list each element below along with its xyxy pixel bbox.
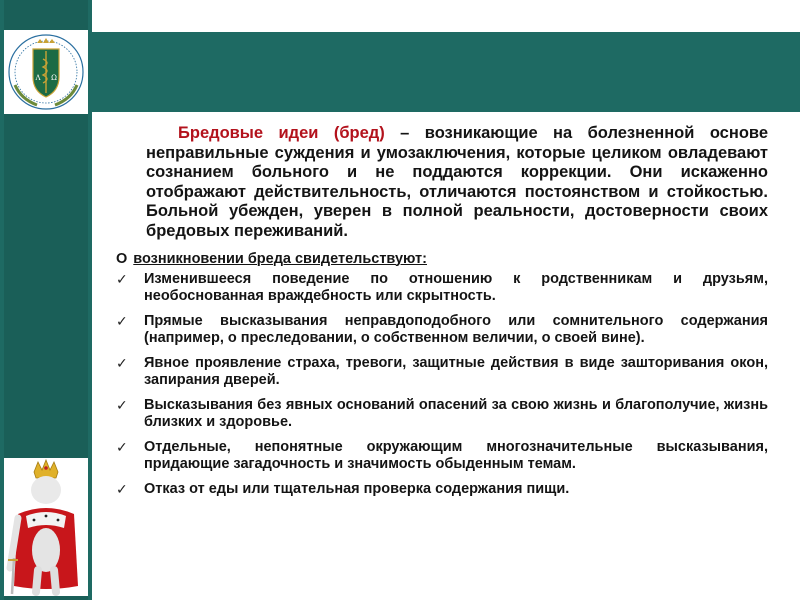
crowned-figure-icon [4, 458, 88, 596]
signs-list [114, 271, 768, 498]
checkmark-icon: ✓ [116, 355, 128, 371]
logo-letter-lambda: Λ [35, 74, 41, 82]
list-item-text: Отдельные, непонятные окружающим многозначительные высказывания, придающие загадочность и значимость обыденным темам. [144, 439, 768, 472]
definition-paragraph [146, 124, 768, 241]
definition-text: – возникающие на болезненной основе неправильные суждения и умозаключения, которые целиком овладевают сознанием больного и не поддаются коррекции. Они искаженно отображают действительность, отличаются постоянством и стойкостью. Больной убежден, уверен в полной реальности, достоверности своих бредовых переживаний. [146, 124, 769, 240]
top-white-gap [92, 0, 800, 32]
university-logo [4, 30, 88, 114]
heading-text: возникновении бреда свидетельствуют: [133, 251, 427, 267]
list-item-text: Явное проявление страха, тревоги, защитные действия в виде зашторивания окон, запирания дверей. [144, 355, 768, 388]
list-item [114, 271, 768, 305]
list-item [114, 481, 768, 498]
list-item-text: Высказывания без явных оснований опасений за свою жизнь и благополучие, жизнь близких и здоровье. [144, 397, 768, 430]
list-item [114, 397, 768, 431]
checkmark-icon: ✓ [116, 397, 128, 413]
list-item [114, 355, 768, 389]
list-item-text: Изменившееся поведение по отношению к родственникам и друзьям, необоснованная враждебность или скрытность. [144, 271, 768, 304]
slide-content [114, 124, 768, 506]
heading-prefix: О [116, 251, 128, 267]
list-item-text: Отказ от еды или тщательная проверка содержания пищи. [144, 481, 570, 497]
king-figure-illustration [4, 458, 88, 596]
list-item [114, 439, 768, 473]
emblem-icon [7, 33, 85, 111]
checkmark-icon: ✓ [116, 439, 128, 455]
section-heading [116, 251, 768, 267]
checkmark-icon: ✓ [116, 481, 128, 497]
title-band [92, 32, 800, 112]
logo-letter-omega: Ω [51, 74, 57, 82]
definition-term: Бредовые идеи (бред) [178, 124, 385, 142]
checkmark-icon: ✓ [116, 271, 128, 287]
list-item-text: Прямые высказывания неправдоподобного или сомнительного содержания (например, о преследовании, о собственном величии, о своей вине). [144, 313, 768, 346]
list-item [114, 313, 768, 347]
checkmark-icon: ✓ [116, 313, 128, 329]
